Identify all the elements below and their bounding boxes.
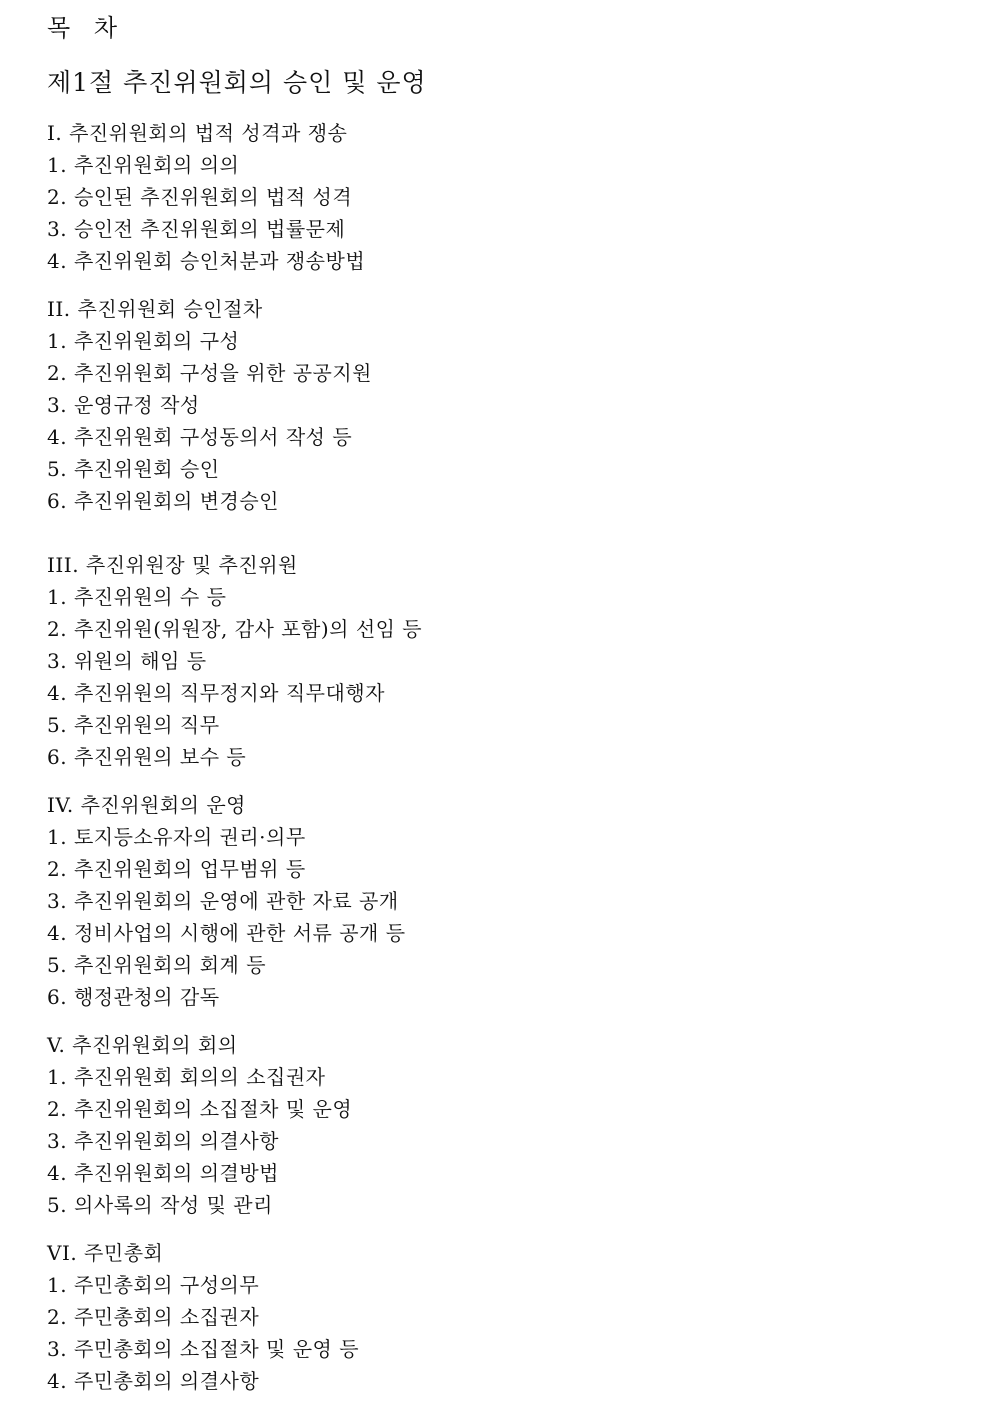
section-heading: III. 추진위원장 및 추진위원 [47, 553, 298, 577]
toc-item: 4. 추진위원의 직무정지와 직무대행자 [47, 681, 385, 705]
toc-item: 5. 의사록의 작성 및 관리 [47, 1193, 273, 1217]
toc-item: 1. 토지등소유자의 권리·의무 [47, 825, 306, 849]
toc-section [47, 1029, 947, 1221]
section-heading: II. 추진위원회 승인절차 [47, 297, 263, 321]
toc-item: 3. 추진위원회의 의결사항 [47, 1129, 279, 1153]
chapter-title: 제1절 추진위원회의 승인 및 운영 [47, 68, 427, 97]
toc-item: 2. 주민총회의 소집권자 [47, 1305, 260, 1329]
toc-item: 4. 추진위원회의 의결방법 [47, 1161, 279, 1185]
toc-item: 3. 추진위원회의 운영에 관한 자료 공개 [47, 889, 399, 913]
toc-section [47, 789, 947, 1013]
toc-item: 5. 추진위원회의 회계 등 [47, 953, 267, 977]
toc-item: 1. 추진위원의 수 등 [47, 585, 227, 609]
toc-item: 1. 추진위원회 회의의 소집권자 [47, 1065, 326, 1089]
section-heading: V. 추진위원회의 회의 [47, 1033, 238, 1057]
toc-section [47, 1237, 947, 1397]
toc-item: 6. 추진위원회의 변경승인 [47, 489, 279, 513]
section-heading: IV. 추진위원회의 운영 [47, 793, 246, 817]
toc-item: 5. 추진위원회 승인 [47, 457, 220, 481]
toc-section [47, 549, 947, 773]
toc-item: 1. 추진위원회의 구성 [47, 329, 240, 353]
toc-heading: 목 차 [47, 14, 125, 42]
section-heading: I. 추진위원회의 법적 성격과 쟁송 [47, 121, 348, 145]
toc-item: 5. 추진위원의 직무 [47, 713, 220, 737]
toc-item: 6. 행정관청의 감독 [47, 985, 220, 1009]
toc-item: 3. 주민총회의 소집절차 및 운영 등 [47, 1337, 360, 1361]
toc-section [47, 117, 947, 277]
toc-item: 2. 추진위원회 구성을 위한 공공지원 [47, 361, 372, 385]
toc-item: 2. 승인된 추진위원회의 법적 성격 [47, 185, 353, 209]
toc-item: 4. 정비사업의 시행에 관한 서류 공개 등 [47, 921, 406, 945]
toc-item: 1. 주민총회의 구성의무 [47, 1273, 260, 1297]
toc-item: 4. 추진위원회 구성동의서 작성 등 [47, 425, 353, 449]
toc-item: 6. 추진위원의 보수 등 [47, 745, 247, 769]
toc-item: 3. 운영규정 작성 [47, 393, 200, 417]
toc-item: 2. 추진위원회의 업무범위 등 [47, 857, 306, 881]
toc-item: 4. 추진위원회 승인처분과 쟁송방법 [47, 249, 366, 273]
toc-item: 3. 위원의 해임 등 [47, 649, 207, 673]
toc-section [47, 293, 947, 517]
toc-item: 2. 추진위원회의 소집절차 및 운영 [47, 1097, 353, 1121]
section-heading: VI. 주민총회 [47, 1241, 164, 1265]
toc-item: 3. 승인전 추진위원회의 법률문제 [47, 217, 346, 241]
toc-item: 2. 추진위원(위원장, 감사 포함)의 선임 등 [47, 617, 423, 641]
toc-item: 1. 추진위원회의 의의 [47, 153, 240, 177]
toc-item: 4. 주민총회의 의결사항 [47, 1369, 260, 1393]
